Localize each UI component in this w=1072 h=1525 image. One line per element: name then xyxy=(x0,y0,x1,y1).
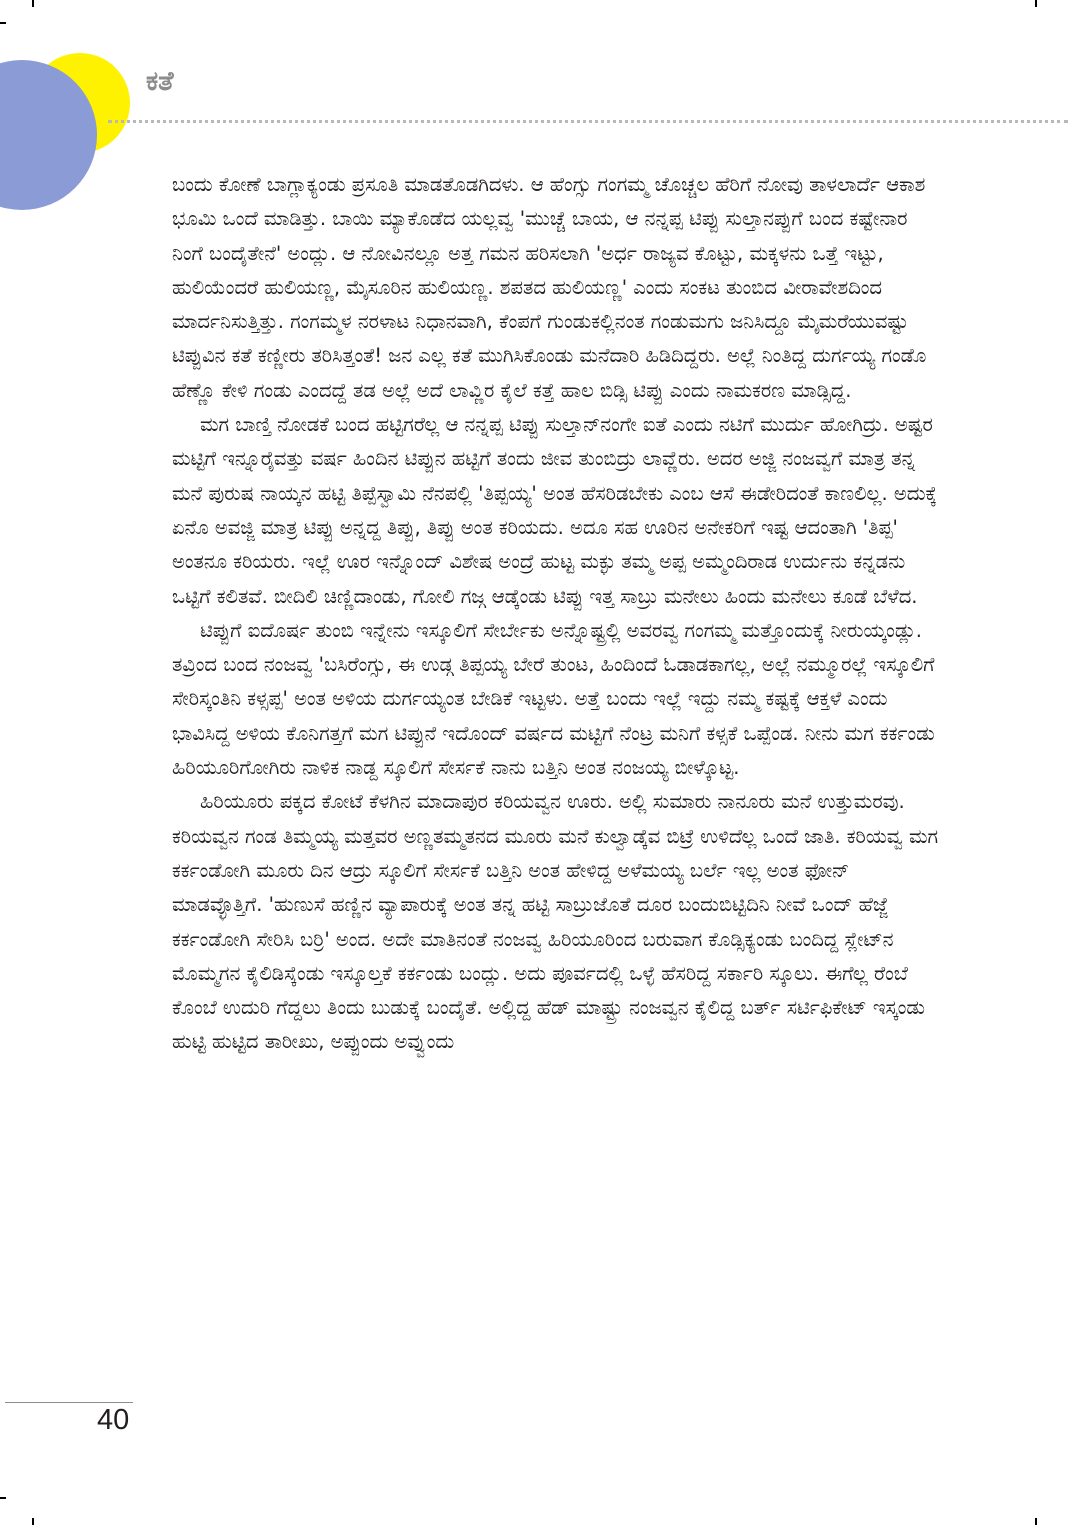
story-body xyxy=(172,168,942,1388)
page-number: 40 xyxy=(97,1404,130,1436)
crop-mark-bottom-left xyxy=(0,1497,6,1499)
story-paragraph: ಬಂದು ಕೋಣೆ ಬಾಗ್ಲಾಕ್ಯಂಡು ಪ್ರಸೂತಿ ಮಾಡತೊಡಗಿದಳು. ಆ ಹೆಂಗ್ಸು ಗಂಗಮ್ಮ ಚೊಚ್ಚಲ ಹೆರಿಗೆ ನೋವು ತಾಳಲಾರ್ದೆ ಆಕಾಶ ಭೂಮಿ ಒಂದೆ ಮಾಡಿತ್ತು. ಬಾಯಿ ಮ್ಯಾಕೊಡೆದ ಯಲ್ಲವ್ವ 'ಮುಚ್ಚೆ ಬಾಯ, ಆ ನನ್ನಪ್ಪ ಟಿಪ್ಪು ಸುಲ್ತಾನಪ್ಪುಗೆ ಬಂದ ಕಷ್ಟೇನಾರ ನಿಂಗೆ ಬಂದೈತೇನೆ' ಅಂದ್ಲು. ಆ ನೋವಿನಲ್ಲೂ ಅತ್ತ ಗಮನ ಹರಿಸಲಾಗಿ 'ಅರ್ಧ ರಾಜ್ಯವ ಕೊಟ್ಟು, ಮಕ್ಕಳನು ಒತ್ತೆ ಇಟ್ಟು, ಹುಲಿಯೆಂದರೆ ಹುಲಿಯಣ್ಣ, ಮೈಸೂರಿನ ಹುಲಿಯಣ್ಣ. ಶಪತದ ಹುಲಿಯಣ್ಣ' ಎಂದು ಸಂಕಟ ತುಂಬಿದ ವೀರಾವೇಶದಿಂದ ಮಾರ್ದನಿಸುತ್ತಿತ್ತು. ಗಂಗಮ್ಮಳ ನರಳಾಟ ನಿಧಾನವಾಗಿ, ಕೆಂಪಗೆ ಗುಂಡುಕಲ್ಲಿನಂತ ಗಂಡುಮಗು ಜನಿಸಿದ್ದೂ ಮೈಮರೆಯುವಷ್ಟು ಟಿಪ್ಪುವಿನ ಕತೆ ಕಣ್ಣೀರು ತರಿಸಿತ್ತಂತೆ! ಜನ ಎಲ್ಲ ಕತೆ ಮುಗಿಸಿಕೊಂಡು ಮನೆದಾರಿ ಹಿಡಿದಿದ್ದರು. ಅಲ್ಲೆ ನಿಂತಿದ್ದ ದುರ್ಗಯ್ಯ ಗಂಡೊ ಹೆಣ್ಣೊ ಕೇಳಿ ಗಂಡು ಎಂದದ್ದೆ ತಡ ಅಲ್ಲೆ ಅದೆ ಲಾವ್ಣಿರ ಕೈಲೆ ಕತ್ತೆ ಹಾಲ ಬಿಡ್ಸಿ ಟಿಪ್ಪು ಎಂದು ನಾಮಕರಣ ಮಾಡ್ಸಿದ್ದ. xyxy=(172,173,927,402)
section-title: ಕತೆ xyxy=(146,66,174,97)
crop-mark-bottom-left-v xyxy=(32,1518,34,1525)
dotted-rule xyxy=(108,120,1068,123)
crop-mark-top-left-v xyxy=(32,0,34,7)
story-paragraph: ಹಿರಿಯೂರು ಪಕ್ಕದ ಕೋಟೆ ಕೆಳಗಿನ ಮಾದಾಪುರ ಕರಿಯವ್ವನ ಊರು. ಅಲ್ಲಿ ಸುಮಾರು ನಾನೂರು ಮನೆ ಉತ್ತುಮರವು. ಕರಿಯವ್ವನ ಗಂಡ ತಿಮ್ಮಯ್ಯ ಮತ್ತವರ ಅಣ್ಣತಮ್ಮತನದ ಮೂರು ಮನೆ ಕುಲ್ವಾಡ್ಕೆವ ಬಿಟ್ರೆ ಉಳಿದೆಲ್ಲ ಒಂದೆ ಜಾತಿ. ಕರಿಯವ್ವ ಮಗ ಕರ್ಕಂಡೋಗಿ ಮೂರು ದಿನ ಆದ್ರು ಸ್ಕೂಲಿಗೆ ಸೇರ್ಸಕೆ ಬತ್ತಿನಿ ಅಂತ ಹೇಳಿದ್ದ ಅಳೆಮಯ್ಯ ಬರ್ಲೆ ಇಲ್ಲ ಅಂತ ಫೋನ್ ಮಾಡವ್ಳೊತ್ತಿಗೆ. 'ಹುಣುಸೆ ಹಣ್ಣಿನ ವ್ಯಾಪಾರುಕ್ಕೆ ಅಂತ ತನ್ನ ಹಟ್ಟಿ ಸಾಬ್ರುಜೊತೆ ದೂರ ಬಂದುಬಿಟ್ಟಿದಿನಿ ನೀವೆ ಒಂದ್ ಹೆಜ್ಜೆ ಕರ್ಕಂಡೋಗಿ ಸೇರಿಸಿ ಬರ್ರಿ' ಅಂದ. ಅದೇ ಮಾತಿನಂತೆ ನಂಜವ್ವ ಹಿರಿಯೂರಿಂದ ಬರುವಾಗ ಕೊಡ್ಸಿಕ್ಯಂಡು ಬಂದಿದ್ದ ಸ್ಲೇಟ್‌ನ ಮೊಮ್ಮಗನ ಕೈಲಿಡಿಸ್ಕೆಂಡು ಇಸ್ಕೂಲ್ತಕೆ ಕರ್ಕಂಡು ಬಂದ್ಲು. ಅದು ಪೂರ್ವದಲ್ಲಿ ಒಳ್ಳೆ ಹೆಸರಿದ್ದ ಸರ್ಕಾರಿ ಸ್ಕೂಲು. ಈಗೆಲ್ಲ ರೆಂಬೆ ಕೊಂಬೆ ಉದುರಿ ಗೆದ್ದಲು ತಿಂದು ಬುಡುಕ್ಕೆ ಬಂದೈತೆ. ಅಲ್ಲಿದ್ದ ಹೆಡ್ ಮಾಷ್ಟ್ರು ನಂಜವ್ವನ ಕೈಲಿದ್ದ ಬರ್ತ್ ಸರ್ಟಿಫಿಕೇಟ್ ಇಸ್ಕಂಡು ಹುಟ್ಟಿ ಹುಟ್ಟಿದ ತಾರೀಖು, ಅಪ್ಪುಂದು ಅವ್ವುಂದು xyxy=(172,790,939,1054)
crop-mark-top-left xyxy=(0,22,6,24)
story-paragraph: ಟಿಪ್ಪುಗೆ ಐದೊರ್ಷ ತುಂಬಿ ಇನ್ನೇನು ಇಸ್ಕೂಲಿಗೆ ಸೇರ್ಬೇಕು ಅನ್ನೊಷ್ಟ್ರಲ್ಲಿ ಅವರವ್ವ ಗಂಗಮ್ಮ ಮತ್ತೊಂದುಕ್ಕೆ ನೀರುಯ್ಕಂಡ್ಲು. ತವ್ರಿಂದ ಬಂದ ನಂಜವ್ವ 'ಬಸಿರೆಂಗ್ಸು, ಈ ಉಡ್ಗ ತಿಪ್ಪಯ್ಯ ಬೇರೆ ತುಂಟ, ಹಿಂದಿಂದೆ ಓಡಾಡಕಾಗಲ್ಲ, ಅಲ್ಲೆ ನಮ್ಮೂರಲ್ಲೆ ಇಸ್ಕೂಲಿಗೆ ಸೇರಿಸ್ಕಂತಿನಿ ಕಳ್ಸಪ್ಪ' ಅಂತ ಅಳಿಯ ದುರ್ಗಯ್ಯಂತ ಬೇಡಿಕೆ ಇಟ್ಟಳು. ಅತ್ತೆ ಬಂದು ಇಲ್ಲೆ ಇದ್ದು ನಮ್ಮ ಕಷ್ಟಕ್ಕೆ ಆಕ್ತಳೆ ಎಂದು ಭಾವಿಸಿದ್ದ ಅಳಿಯ ಕೊನಿಗತ್ತಗೆ ಮಗ ಟಿಪ್ಪುನೆ ಇದೊಂದ್ ವರ್ಷದ ಮಟ್ಟಿಗೆ ನೆಂಟ್ರ ಮನಿಗೆ ಕಳ್ಸಕೆ ಒಪ್ಪೆಂಡ. ನೀನು ಮಗ ಕರ್ಕಂಡು ಹಿರಿಯೂರಿಗೋಗಿರು ನಾಳಿಕ ನಾಡ್ದ ಸ್ಕೂಲಿಗೆ ಸೇರ್ಸಕೆ ನಾನು ಬತ್ತಿನಿ ಅಂತ ನಂಜಯ್ಯ ಬೀಳ್ಕೊಟ್ಟ. xyxy=(172,618,935,780)
crop-mark-top-right xyxy=(1035,0,1037,7)
crop-mark-bottom-right xyxy=(1035,1518,1037,1525)
story-paragraph: ಮಗ ಬಾಣ್ತಿ ನೋಡಕೆ ಬಂದ ಹಟ್ಟಿಗರೆಲ್ಲ ಆ ನನ್ನಪ್ಪ ಟಿಪ್ಪು ಸುಲ್ತಾನ್‌ನಂಗೇ ಐತೆ ಎಂದು ನಟಿಗೆ ಮುರ್ದು ಹೋಗಿದ್ರು. ಅಷ್ಟರ ಮಟ್ಟಿಗೆ ಇನ್ನೂರೈವತ್ತು ವರ್ಷ ಹಿಂದಿನ ಟಿಪ್ಪುನ ಹಟ್ಟಿಗೆ ತಂದು ಜೀವ ತುಂಬಿದ್ರು ಲಾವ್ಣೆರು. ಅದರ ಅಜ್ಜಿ ನಂಜವ್ವಗೆ ಮಾತ್ರ ತನ್ನ ಮನೆ ಪುರುಷ ನಾಯ್ಕನ ಹಟ್ಟಿ ತಿಪ್ಪೆಸ್ವಾಮಿ ನೆನಪಲ್ಲಿ 'ತಿಪ್ಪಯ್ಯ' ಅಂತ ಹೆಸರಿಡಬೇಕು ಎಂಬ ಆಸೆ ಈಡೇರಿದಂತೆ ಕಾಣಲಿಲ್ಲ. ಅದುಕ್ಕೆ ಏನೊ ಅವಜ್ಜಿ ಮಾತ್ರ ಟಿಪ್ಪು ಅನ್ನದ್ದ ತಿಪ್ಪು, ತಿಪ್ಪು ಅಂತ ಕರಿಯದು. ಅದೂ ಸಹ ಊರಿನ ಅನೇಕರಿಗೆ ಇಷ್ಟ ಆದಂತಾಗಿ 'ತಿಪ್ಪ' ಅಂತನೂ ಕರಿಯರು. ಇಲ್ಲೆ ಊರ ಇನ್ನೊಂದ್ ವಿಶೇಷ ಅಂದ್ರೆ ಹುಟ್ಟ ಮಕ್ಳು ತಮ್ಮ ಅಪ್ಪ ಅಮ್ಮಂದಿರಾಡ ಉರ್ದುನು ಕನ್ನಡನು ಒಟ್ಟಿಗೆ ಕಲಿತವೆ. ಬೀದಿಲಿ ಚಿಣ್ಣಿದಾಂಡು, ಗೋಲಿ ಗಜ್ಗ ಆಡ್ಕೆಂಡು ಟಿಪ್ಪು ಇತ್ತ ಸಾಬ್ರು ಮನೇಲು ಹಿಂದು ಮನೇಲು ಕೂಡೆ ಬೆಳೆದ. xyxy=(172,413,937,608)
